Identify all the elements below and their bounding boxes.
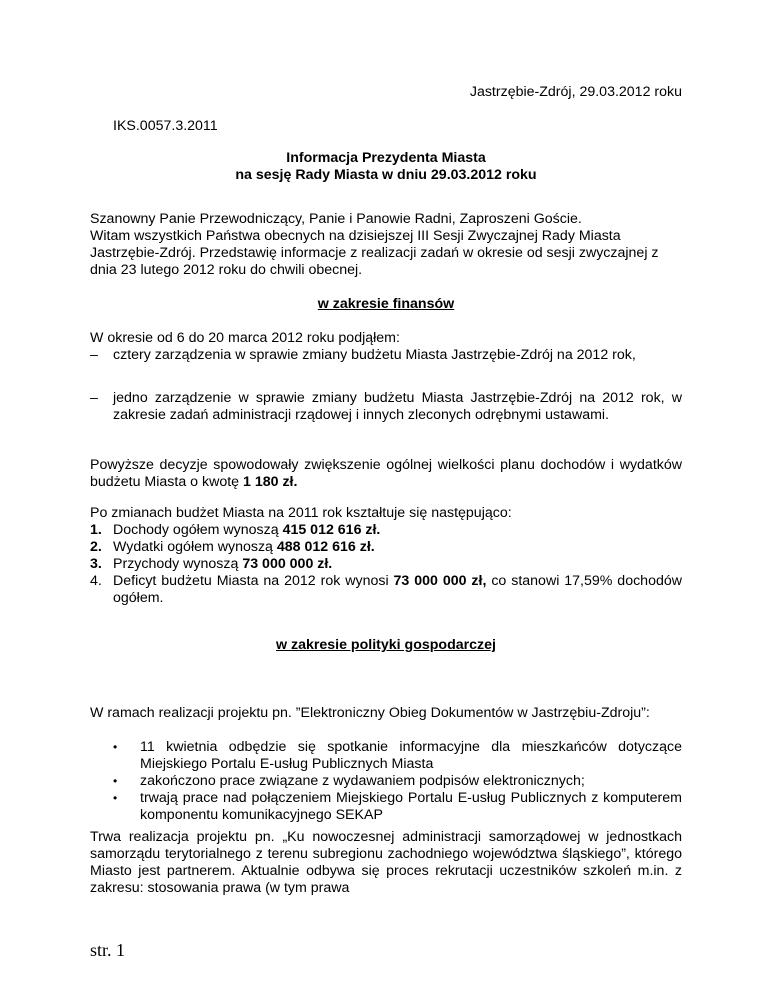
bullet-marker: • — [113, 740, 118, 754]
section-heading-finance: w zakresie finansów — [317, 296, 455, 312]
intro-text: Witam wszystkich Państwa obecnych na dzisiejszej III Sesji Zwyczajnej Rady Miasta Jastrzębie-Zdrój. Przedstawię informacje z realizacji zadań w okresie od sesji zwyczajnej z dnia 23 lutego 2012 roku do chwili obecnej. — [90, 228, 659, 278]
item-number: 3. — [90, 556, 102, 572]
dash-marker: – — [90, 347, 98, 363]
item-text: Deficyt budżetu Miasta na 2012 rok wynosi — [113, 573, 394, 589]
bullet-marker: • — [113, 774, 118, 788]
effect-text: Powyższe decyzje spowodowały zwiększenie ogólnej wielkości planu dochodów i wydatków budżetu Miasta o kwotę — [90, 457, 682, 490]
list-item — [113, 739, 682, 773]
item-number: 2. — [90, 539, 102, 555]
greeting: Szanowny Panie Przewodniczący, Panie i Panowie Radni, Zaproszeni Goście. — [90, 211, 582, 227]
budget-item — [90, 573, 682, 607]
list-item-text: zakończono prace związane z wydawaniem podpisów elektronicznych; — [140, 773, 585, 789]
dash-marker: – — [90, 390, 98, 406]
intro-paragraph — [90, 211, 682, 279]
item-text: Wydatki ogółem wynoszą — [113, 539, 277, 555]
item-amount: 488 012 616 zł. — [276, 539, 375, 555]
item-amount: 73 000 000 zł. — [242, 556, 333, 572]
finance-effect — [90, 457, 682, 491]
budget-item — [90, 556, 682, 573]
budget-item — [90, 539, 682, 556]
title-line-2: na sesję Rady Miasta w dniu 29.03.2012 roku — [235, 167, 537, 183]
list-item-text: jedno zarządzenie w sprawie zmiany budżetu Miasta Jastrzębie-Zdrój na 2012 rok, w zakresie zadań administracji rządowej i innych zleconych odrębnymi ustawami. — [113, 390, 682, 423]
list-item — [90, 347, 682, 364]
item-text: Dochody ogółem wynoszą — [113, 522, 283, 538]
list-item — [90, 390, 682, 424]
item-amount: 415 012 616 zł. — [282, 522, 381, 538]
item-number: 1. — [90, 522, 102, 538]
list-item — [113, 773, 682, 790]
finance-lead: W okresie od 6 do 20 marca 2012 roku podjąłem: — [90, 330, 400, 346]
item-text: Przychody wynoszą — [113, 556, 243, 572]
bullet-marker: • — [113, 791, 118, 805]
budget-lead: Po zmianach budżet Miasta na 2011 rok kształtuje się następująco: — [90, 505, 512, 521]
project-lead: W ramach realizacji projektu pn. ”Elektroniczny Obieg Dokumentów w Jastrzębiu-Zdroju”: — [90, 705, 650, 721]
list-item — [113, 790, 682, 824]
item-after: co stanowi 17,59% dochodów ogółem. — [113, 573, 682, 606]
document-title — [90, 150, 682, 184]
place-date: Jastrzębie-Zdrój, 29.03.2012 roku — [469, 84, 682, 100]
list-item-text: trwają prace nad połączeniem Miejskiego Portalu E-usług Publicznych z komputerem komponentu komunikacyjnego SEKAP — [140, 790, 682, 823]
page-number: str. 1 — [90, 940, 126, 960]
item-number: 4. — [90, 573, 102, 589]
list-item-text: 11 kwietnia odbędzie się spotkanie informacyjne dla mieszkańców dotyczące Miejskiego Portalu E-usług Publicznych Miasta — [140, 739, 682, 772]
reference-number: IKS.0057.3.2011 — [113, 118, 218, 134]
section-heading-economy: w zakresie polityki gospodarczej — [276, 637, 496, 653]
project2-paragraph: Trwa realizacja projektu pn. „Ku nowoczesnej administracji samorządowej w jednostkach samorządu terytorialnego z terenu subregionu zachodniego województwa śląskiego”, którego Miasto jest partnerem. Aktualnie odbywa się proces rekrutacji uczestników szkoleń m.in. z zakresu: stosowania prawa (w tym prawa — [90, 829, 682, 896]
effect-amount: 1 180 zł. — [243, 474, 298, 490]
list-item-text: cztery zarządzenia w sprawie zmiany budżetu Miasta Jastrzębie-Zdrój na 2012 rok, — [113, 347, 636, 363]
item-amount: 73 000 000 zł, — [393, 573, 487, 589]
title-line-1: Informacja Prezydenta Miasta — [286, 150, 486, 166]
budget-item — [90, 522, 682, 539]
